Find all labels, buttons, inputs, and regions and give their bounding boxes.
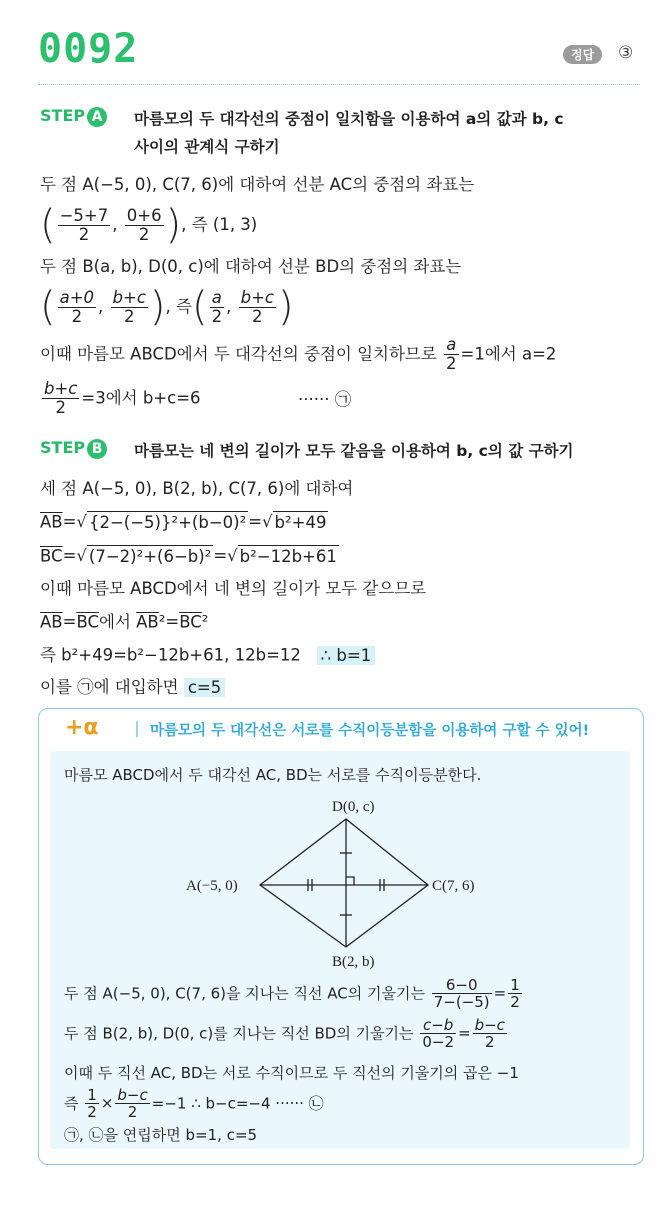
step-a-title-line2: 사이의 관계식 구하기 [134,138,280,156]
tip-box [38,708,644,1165]
tip-badge: +α [65,715,99,740]
result-c: c=5 [184,678,225,697]
step-b-line6: 즉 b²+49=b²−12b+61, 12b=12 ∴ b=1 [40,644,375,667]
tip-line3: 두 점 B(2, b), D(0, c)를 지나는 직선 BD의 기울기는 $\frac{c-b}{0-2}$ = $\frac{b-c}{2}$ [64,1016,505,1051]
frac-bd-x: $\frac{a+0}{2}$ [59,287,95,326]
step-a-line5: 이때 마름모 ABCD에서 두 대각선의 중점이 일치하므로 $\frac{a}{2}$ =1에서 a=2 [40,335,557,373]
frac-bd-gx: $\frac{a}{2}$ [211,287,223,326]
step-a-line1: 두 점 A(−5, 0), C(7, 6)에 대하여 선분 AC의 중점의 좌표는 [40,175,475,194]
problem-number: 0092 [38,26,139,72]
result-b: ∴ b=1 [317,646,376,665]
tip-title: 마름모의 두 대각선은 서로를 수직이등분함을 이용하여 구할 수 있어! [150,723,590,739]
frac-ac-x: $\frac{-5+7}{2}$ [59,205,109,244]
step-a-mark-1: ······ ㉠ [298,390,352,409]
step-a-midpoint-bd: ( $\frac{a+0}{2}$ , $\frac{b+c}{2}$ ), 즉( $\frac{a}{2}$ , $\frac{b+c}{2}$ ) [40,284,294,330]
step-b-tag [40,438,107,459]
tip-header [39,709,643,747]
tip-line4: 이때 두 직선 AC, BD는 서로 수직이므로 두 직선의 기울기의 곱은 −1 [64,1064,519,1082]
step-b-line7: 이를 ㉠에 대입하면 c=5 [40,676,225,699]
step-b-line4: 이때 마름모 ABCD에서 네 변의 길이가 모두 같으므로 [40,579,427,598]
step-a-midpoint-ac: ( $\frac{-5+7}{2}$ , $\frac{0+6}{2}$ ), 즉 (1, 3) [40,202,258,248]
step-b-line5: $\overline{AB}=\overline{BC}$에서 $\overline{AB}^2=\overline{BC}^2$ [40,612,209,632]
tip-divider [136,721,138,737]
step-b-bc-length: $\overline{BC}=√$ (7−2)²+(6−b)² =√ b²−12b+61 [40,546,337,566]
frac-ac-y: $\frac{0+6}{2}$ [126,205,162,244]
step-a-line6: $\frac{b+c}{2}$ =3에서 b+c=6 [44,379,201,417]
step-a-label: STEP [40,106,86,125]
step-b-label: STEP [40,438,86,457]
label-b: B(2, b) [332,954,375,970]
rhombus-shape [260,819,428,947]
step-b-title: 마름모는 네 변의 길이가 모두 같음을 이용하여 b, c의 값 구하기 [134,442,574,460]
answer-value: ③ [618,43,634,63]
step-a-tag [40,106,107,127]
rhombus-diagram [170,791,510,971]
step-b-line1: 세 점 A(−5, 0), B(2, b), C(7, 6)에 대하여 [40,479,354,498]
step-a-title-line1: 마름모의 두 대각선의 중점이 일치함을 이용하여 a의 값과 b, c [134,110,564,128]
frac-bc-half: $\frac{b+c}{2}$ [44,379,78,417]
frac-a-half: $\frac{a}{2}$ [446,335,457,373]
answer-badge: 정답 [563,45,602,64]
label-d: D(0, c) [332,799,375,815]
tip-line2: 두 점 A(−5, 0), C(7, 6)을 지나는 직선 AC의 기울기는 $\frac{6-0}{7-(-5)}$ = $\frac{1}{2}$ [64,976,520,1011]
label-c: C(7, 6) [432,878,475,894]
step-b-letter: B [87,439,107,459]
tip-line5: 즉 $\frac{1}{2}$ × $\frac{b-c}{2}$ =−1 ∴ b−c=−4 ······ ㉡ [64,1086,324,1121]
label-a: A(−5, 0) [186,878,238,894]
step-a-line3: 두 점 B(a, b), D(0, c)에 대하여 선분 BD의 중점의 좌표는 [40,257,462,276]
frac-bd-gy: $\frac{b+c}{2}$ [240,287,274,326]
step-b-ab-length: $\overline{AB}=√$ {2−(−5)}²+(b−0)² =√ b²+49 [40,512,327,532]
tip-line1: 마름모 ABCD에서 두 대각선 AC, BD는 서로를 수직이등분한다. [64,766,482,784]
step-a-letter: A [87,107,107,127]
right-angle-mark [346,877,354,885]
tip-content [50,751,630,1149]
frac-bd-y: $\frac{b+c}{2}$ [112,287,146,326]
header-divider [38,84,640,85]
tip-line6: ㉠, ㉡을 연립하면 b=1, c=5 [64,1126,258,1144]
